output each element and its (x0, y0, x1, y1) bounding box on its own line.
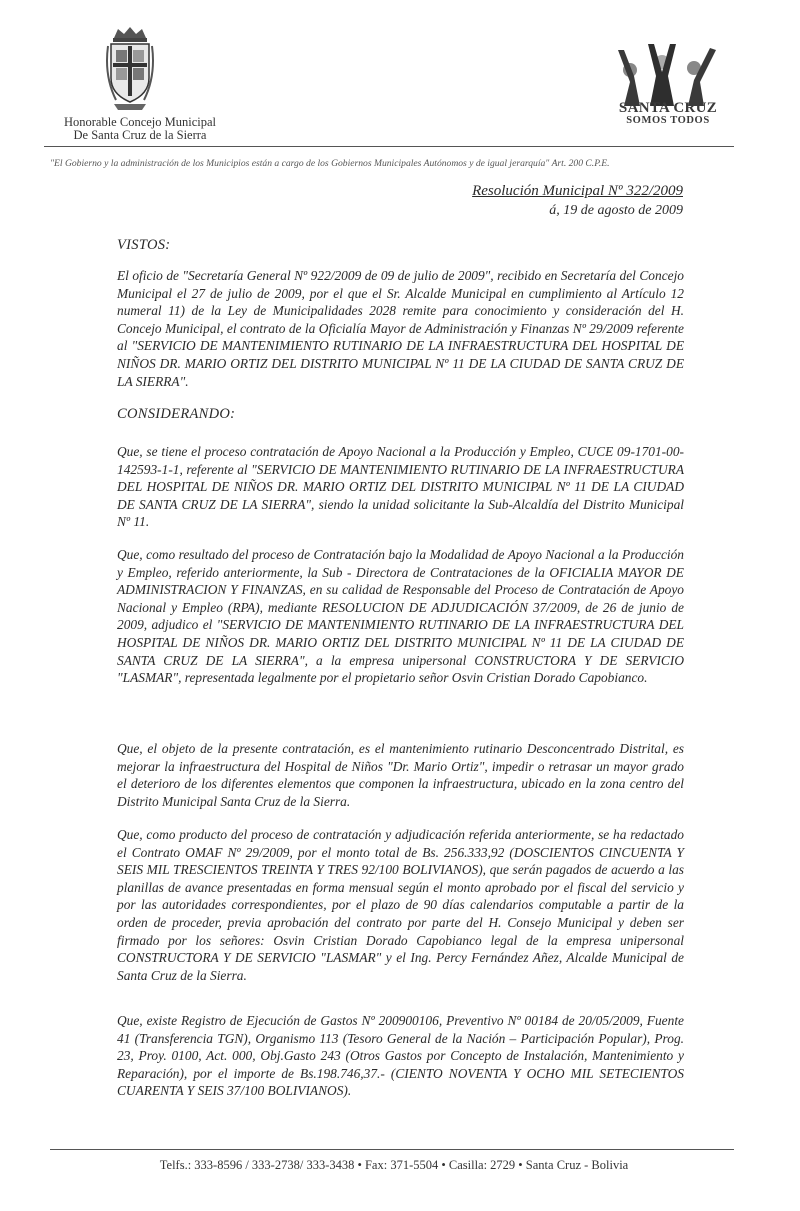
logo-name: SANTA CRUZ (618, 100, 718, 116)
footer-divider (50, 1149, 734, 1150)
council-name-line2: De Santa Cruz de la Sierra (73, 128, 207, 142)
considerando-paragraph-2: Que, como resultado del proceso de Contratación bajo la Modalidad de Apoyo Nacional a la Producción y Empleo, referido anteriormente, la Sub - Directora de Contrataciones de la OFICIALIA MAYOR DE ADMINISTRACION Y FINANZAS, en su calidad de Responsable del Proceso de Contratación de Apoyo Nacional y Empleo (RPA), mediante RESOLUCION DE ADJUDICACIÓN 37/2009, de 26 de junio de 2009, adjudico el "SERVICIO DE MANTENIMIENTO RUTINARIO DE LA INFRAESTRUCTURA DEL HOSPITAL DE NIÑOS DR. MARIO ORTIZ DEL DISTRITO MUNICIPAL Nº 11 DE LA CIUDAD DE SANTA CRUZ DE LA SIERRA", a la empresa unipersonal CONSTRUCTORA Y DE SERVICIO "LASMAR", representada legalmente por el propietario señor Osvin Cristian Dorado Capobianco. (117, 547, 684, 686)
council-name (40, 116, 240, 142)
resolution-date: á, 19 de agosto de 2009 (549, 203, 683, 218)
people-raising-arms-icon (604, 42, 728, 106)
considerando-paragraph-3: Que, el objeto de la presente contratación, es el mantenimiento rutinario Desconcentrado Distrital, es mejorar la infraestructura del Hospital de Niños "Dr. Mario Ortiz", impedir o retrasar un mayor grado el deterioro de los diferentes elementos que componen la infraestructura, ubicado en la zona centro del Distrito Municipal Santa Cruz de la Sierra. (117, 741, 684, 809)
vistos-heading: VISTOS: (117, 237, 171, 253)
council-name-line1: Honorable Concejo Municipal (63, 115, 217, 129)
footer-contact: Telfs.: 333-8596 / 333-2738/ 333-3438 • Fax: 371-5504 • Casilla: 2729 • Santa Cruz - Bolivia (159, 1158, 629, 1172)
considerando-paragraph-5: Que, existe Registro de Ejecución de Gastos Nº 200900106, Preventivo Nº 00184 de 20/05/2009, Fuente 41 (Transferencia TGN), Organismo 113 (Tesoro General de la Nación – Participación Popular), Prog. 23, Proy. 0100, Act. 000, Obj.Gasto 243 (Otros Gastos por Concepto de Instalación, Mantenimiento y Reparación), por el importe de Bs.198.746,37.- (CIENTO NOVENTA Y OCHO MIL SETECIENTOS CUARENTA Y SEIS 37/100 BOLIVIANOS). (117, 1013, 684, 1099)
considerando-paragraph-1: Que, se tiene el proceso contratación de Apoyo Nacional a la Producción y Empleo, CUCE 09-1701-00-142593-1-1, referente al "SERVICIO DE MANTENIMIENTO RUTINARIO DE LA INFRAESTRUCTURA DEL HOSPITAL DE NIÑOS DR. MARIO ORTIZ DEL DISTRITO MUNICIPAL Nº 11 DE LA CIUDAD DE SANTA CRUZ DE LA SIERRA", siendo la unidad solicitante la Sub-Alcaldía del Distrito Municipal Nº 11. (117, 444, 684, 530)
logo-slogan: SOMOS TODOS (626, 115, 710, 126)
constitution-motto: "El Gobierno y la administración de los Municipios están a cargo de los Gobiernos Municipales Autónomos y de igual jerarquía" Art. 200 C.P.E. (50, 158, 610, 169)
considerando-paragraph-4: Que, como producto del proceso de contratación y adjudicación referida anteriormente, se ha redactado el Contrato OMAF Nº 29/2009, por el monto total de Bs. 256.333,92 (DOSCIENTOS CINCUENTA Y SEIS MIL TRESCIENTOS TREINTA Y TRES 92/100 BOLIVIANOS), que serán pagados de acuerdo a las planillas de avance presentadas en forma mensual según el monto aprobado por el fiscal del servicio y por las autoridades correspondientes, por el plazo de 90 días calendarios computable a partir de la orden de proceder, previa aprobación del contrato por parte del H. Consejo Municipal y deben ser firmado por los señores: Osvin Cristian Dorado Capobianco legal de la empresa unipersonal CONSTRUCTORA Y DE SERVICIO "LASMAR" y el Ing. Percy Fernández Añez, Alcalde Municipal de Santa Cruz de la Sierra. (117, 827, 684, 983)
vistos-paragraph: El oficio de "Secretaría General Nº 922/2009 de 09 de julio de 2009", recibido en Secretaría del Concejo Municipal el 27 de julio de 2009, por el que el Sr. Alcalde Municipal en cumplimiento al Artículo 12 numeral 11) de la Ley de Municipalidades 2028 remite para conocimiento y consideración del H. Concejo Municipal, el contrato de la Oficialía Mayor de Administración y Finanzas Nº 29/2009 referente al "SERVICIO DE MANTENIMIENTO RUTINARIO DE LA INFRAESTRUCTURA DEL HOSPITAL DE NIÑOS DR. MARIO ORTIZ DEL DISTRITO MUNICIPAL Nº 11 DE LA CIUDAD DE SANTA CRUZ DE LA SIERRA". (117, 268, 684, 389)
considerando-heading: CONSIDERANDO: (117, 406, 236, 422)
header-divider (44, 146, 734, 147)
resolution-title: Resolución Municipal Nº 322/2009 (472, 183, 683, 199)
logo-brand (608, 100, 728, 126)
coat-of-arms-icon (104, 26, 156, 112)
